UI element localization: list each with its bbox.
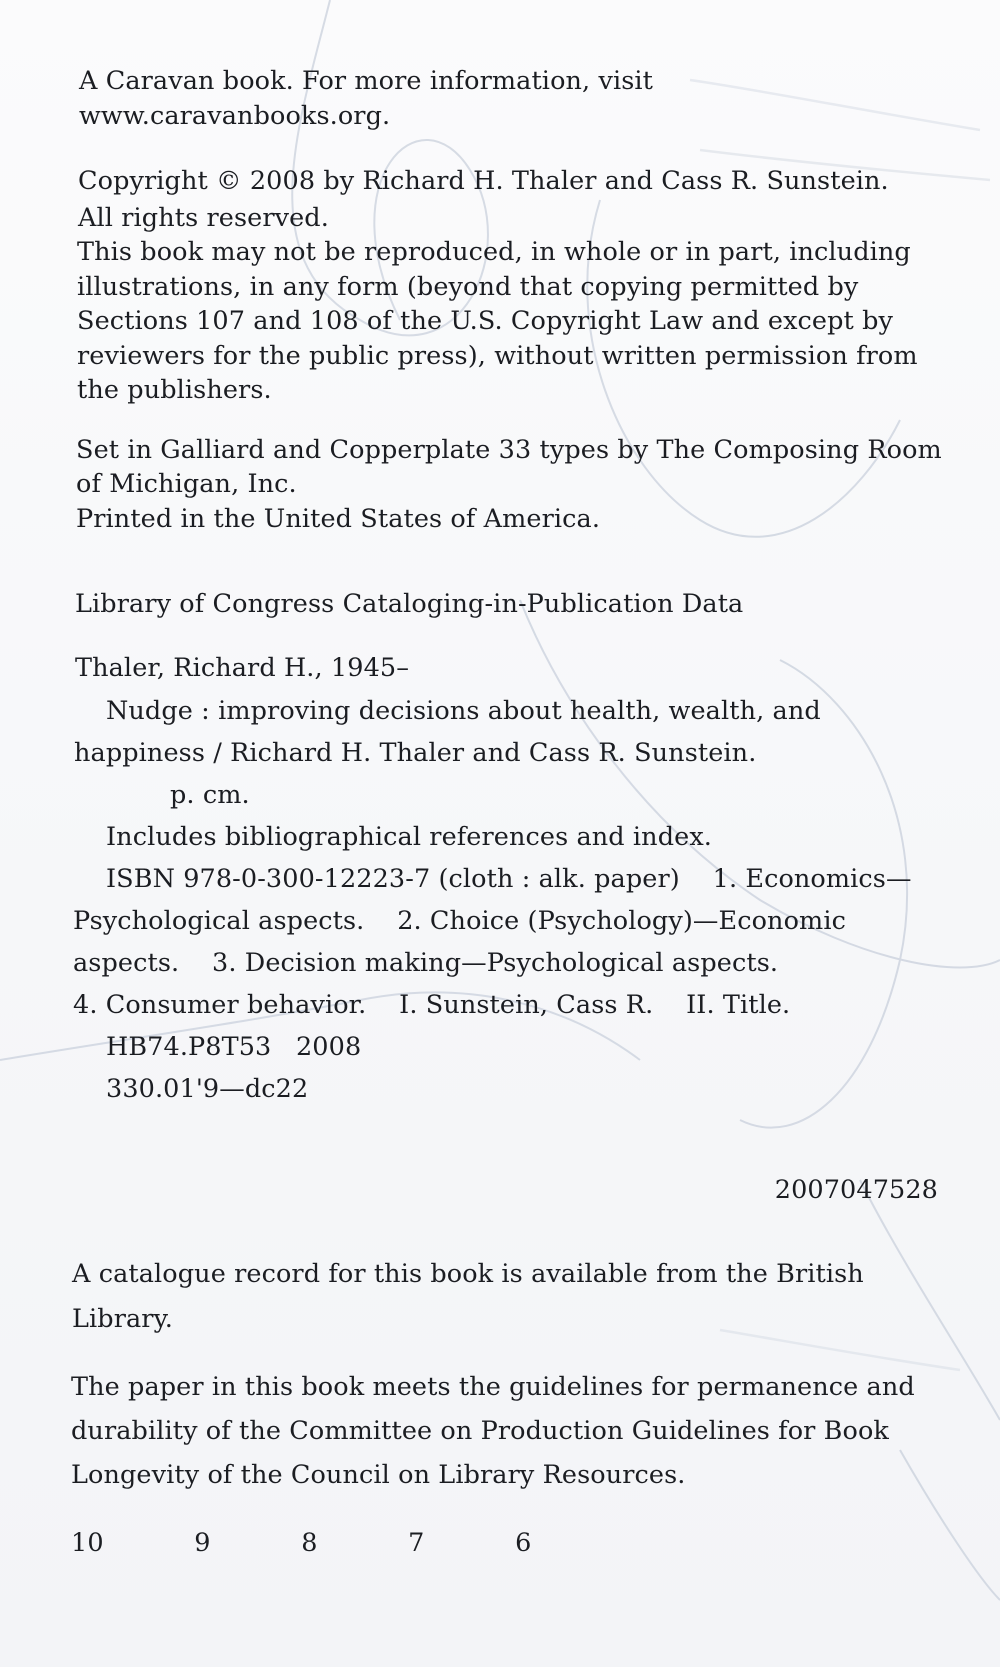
- publisher-line: A Caravan book. For more information, visit: [79, 66, 654, 96]
- typesetting-line: Set in Galliard and Copperplate 33 types by The Composing Room: [76, 435, 942, 465]
- printed-in-line: Printed in the United States of America.: [76, 504, 601, 534]
- printing-line: 10 9 8 7 6: [71, 1528, 532, 1558]
- paper-permanence-line: The paper in this book meets the guidelines for permanence and: [71, 1372, 915, 1402]
- cip-title: Nudge : improving decisions about health, wealth, and: [106, 696, 821, 726]
- cip-lc-classification: HB74.P8T53 2008: [106, 1032, 362, 1062]
- reproduction-notice-line: the publishers.: [77, 375, 272, 405]
- paper-permanence-line: durability of the Committee on Production Guidelines for Book: [71, 1416, 889, 1446]
- reproduction-notice-line: reviewers for the public press), without written permission from: [77, 341, 918, 371]
- cip-author: Thaler, Richard H., 1945–: [75, 653, 410, 683]
- british-library-line: A catalogue record for this book is available from the British: [72, 1259, 864, 1289]
- rights-line: All rights reserved.: [78, 203, 329, 233]
- cip-lccn: 2007047528: [774, 1175, 938, 1205]
- copyright-line: Copyright © 2008 by Richard H. Thaler and Cass R. Sunstein.: [78, 166, 889, 196]
- cip-title: happiness / Richard H. Thaler and Cass R. Sunstein.: [74, 738, 757, 768]
- cip-heading: Library of Congress Cataloging-in-Publication Data: [75, 589, 744, 619]
- paper-permanence-line: Longevity of the Council on Library Resources.: [71, 1460, 686, 1490]
- cip-isbn-subjects: aspects. 3. Decision making—Psychological aspects.: [73, 948, 779, 978]
- cip-physical-description: p. cm.: [170, 780, 250, 810]
- cip-isbn-subjects: Psychological aspects. 2. Choice (Psychology)—Economic: [73, 906, 846, 936]
- cip-note: Includes bibliographical references and index.: [106, 822, 713, 852]
- publisher-url: www.caravanbooks.org.: [79, 101, 391, 131]
- typesetting-line: of Michigan, Inc.: [76, 469, 297, 499]
- reproduction-notice-line: Sections 107 and 108 of the U.S. Copyright Law and except by: [77, 306, 894, 336]
- cip-isbn-subjects: 4. Consumer behavior. I. Sunstein, Cass R. II. Title.: [73, 990, 791, 1020]
- cip-dewey-classification: 330.01'9—dc22: [106, 1074, 309, 1104]
- reproduction-notice-line: This book may not be reproduced, in whole or in part, including: [77, 237, 911, 267]
- british-library-line: Library.: [72, 1304, 173, 1334]
- cip-isbn-subjects: ISBN 978-0-300-12223-7 (cloth : alk. paper) 1. Economics—: [106, 864, 912, 894]
- reproduction-notice-line: illustrations, in any form (beyond that copying permitted by: [77, 272, 859, 302]
